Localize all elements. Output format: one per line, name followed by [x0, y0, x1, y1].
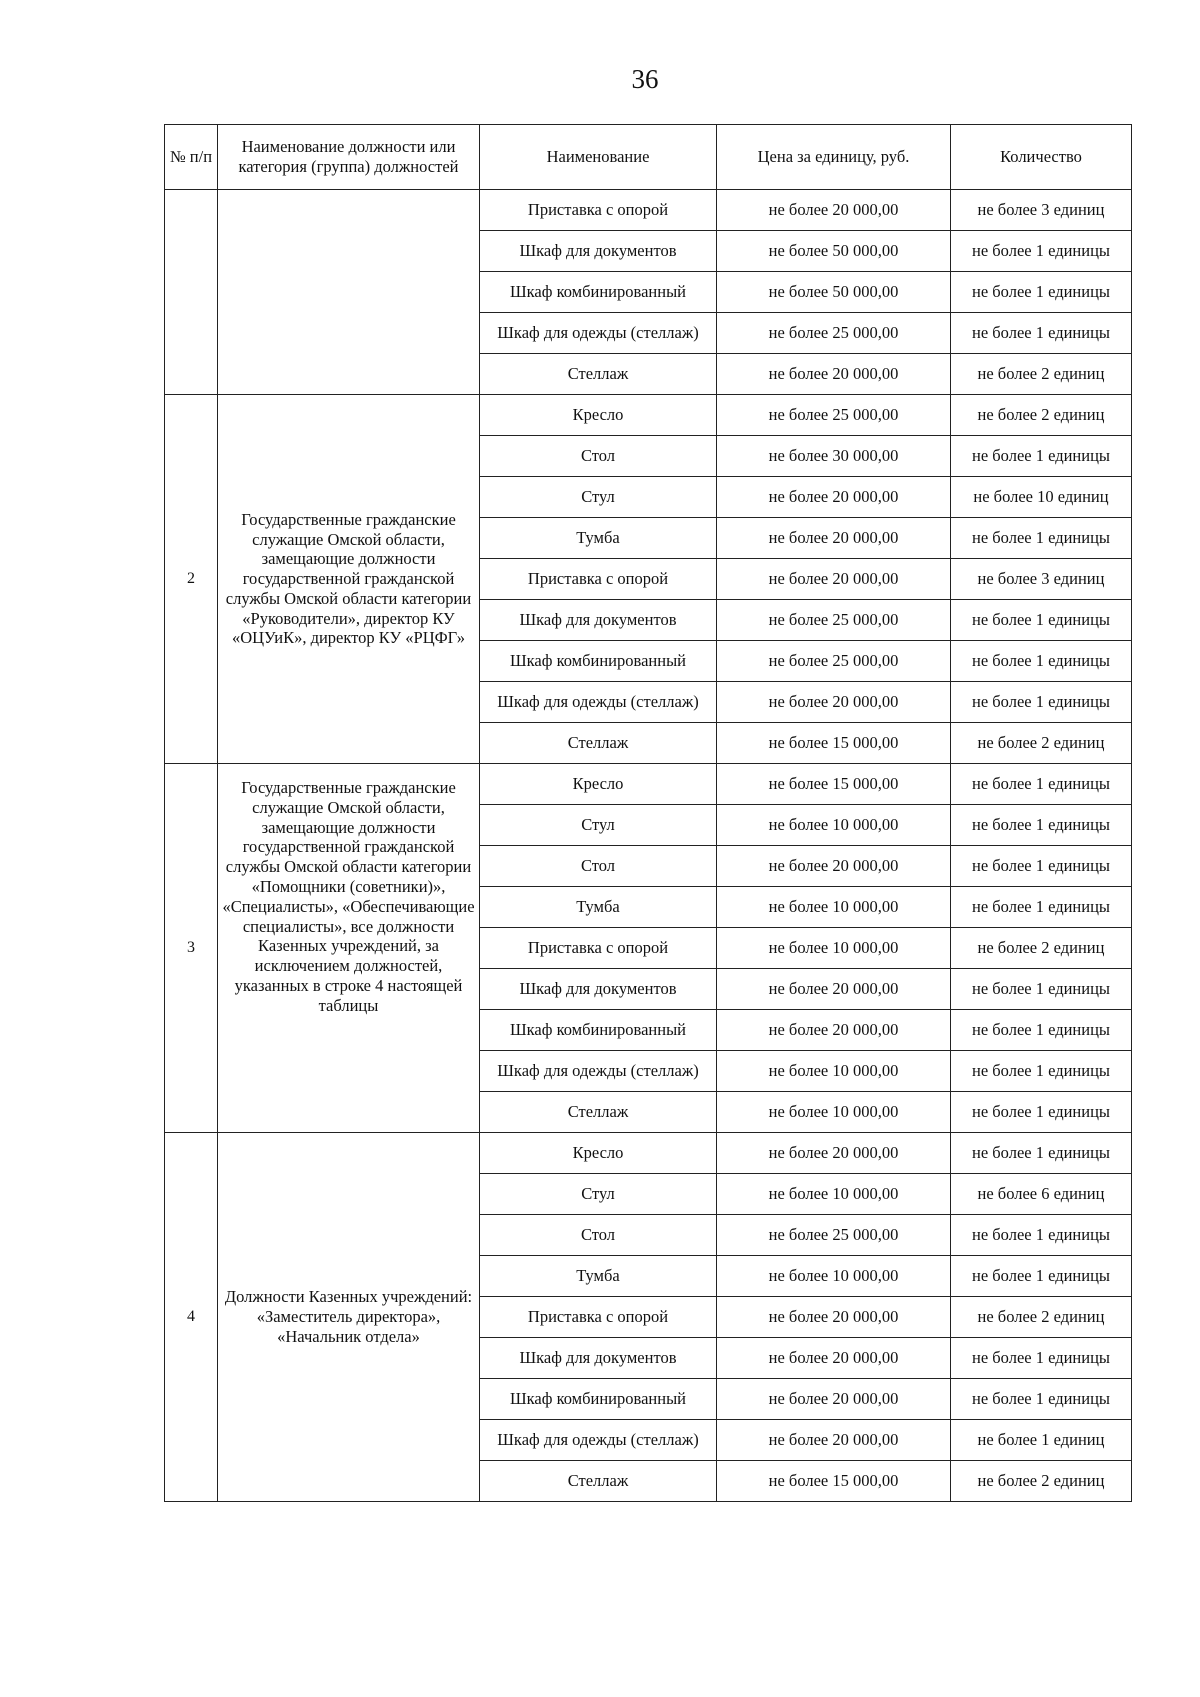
item-price: не более 30 000,00	[717, 436, 951, 477]
item-quantity: не более 1 единицы	[951, 846, 1132, 887]
group-category: Должности Казенных учреждений: «Заместитель директора», «Начальник отдела»	[218, 1133, 480, 1502]
item-price: не более 10 000,00	[717, 1256, 951, 1297]
item-name: Стеллаж	[480, 723, 717, 764]
item-price: не более 20 000,00	[717, 1379, 951, 1420]
page-number: 36	[631, 64, 659, 94]
item-quantity: не более 1 единицы	[951, 1133, 1132, 1174]
item-price: не более 10 000,00	[717, 1092, 951, 1133]
item-price: не более 10 000,00	[717, 1051, 951, 1092]
group-category: Государственные гражданские служащие Омской области, замещающие должности государственной гражданской службы Омской области категории «Руководители», директор КУ «ОЦУиК», директор КУ «РЦФГ»	[218, 395, 480, 764]
item-price: не более 10 000,00	[717, 928, 951, 969]
item-price: не более 20 000,00	[717, 518, 951, 559]
item-name: Стул	[480, 805, 717, 846]
item-quantity: не более 1 единицы	[951, 1338, 1132, 1379]
item-name: Приставка с опорой	[480, 928, 717, 969]
group-category: Государственные гражданские служащие Омской области, замещающие должности государственной гражданской службы Омской области категории «Помощники (советники)», «Специалисты», «Обеспечивающие специалисты», все должности Казенных учреждений, за исключением должностей, указанных в строке 4 настоящей таблицы	[218, 764, 480, 1133]
item-quantity: не более 1 единицы	[951, 1379, 1132, 1420]
item-name: Стеллаж	[480, 1461, 717, 1502]
item-price: не более 20 000,00	[717, 1297, 951, 1338]
group-number: 3	[165, 764, 218, 1133]
item-quantity: не более 1 единицы	[951, 1215, 1132, 1256]
item-price: не более 50 000,00	[717, 231, 951, 272]
item-price: не более 10 000,00	[717, 805, 951, 846]
furniture-norms-table	[164, 124, 1132, 1502]
item-name: Стол	[480, 436, 717, 477]
group-number: 2	[165, 395, 218, 764]
table-row	[165, 764, 1132, 805]
item-price: не более 25 000,00	[717, 395, 951, 436]
item-name: Стол	[480, 1215, 717, 1256]
item-name: Стул	[480, 1174, 717, 1215]
header-qty: Количество	[951, 125, 1132, 190]
item-price: не более 15 000,00	[717, 723, 951, 764]
item-name: Шкаф для одежды (стеллаж)	[480, 1420, 717, 1461]
item-name: Тумба	[480, 518, 717, 559]
item-name: Шкаф комбинированный	[480, 1379, 717, 1420]
item-quantity: не более 10 единиц	[951, 477, 1132, 518]
item-price: не более 15 000,00	[717, 764, 951, 805]
item-quantity: не более 2 единиц	[951, 723, 1132, 764]
item-name: Шкаф для документов	[480, 969, 717, 1010]
item-price: не более 20 000,00	[717, 354, 951, 395]
item-quantity: не более 3 единиц	[951, 559, 1132, 600]
header-num: № п/п	[165, 125, 218, 190]
table-header-row	[165, 125, 1132, 190]
item-quantity: не более 1 единицы	[951, 682, 1132, 723]
item-quantity: не более 2 единиц	[951, 395, 1132, 436]
item-quantity: не более 1 единицы	[951, 641, 1132, 682]
item-name: Кресло	[480, 395, 717, 436]
item-name: Тумба	[480, 1256, 717, 1297]
item-quantity: не более 1 единицы	[951, 436, 1132, 477]
group-number	[165, 190, 218, 395]
item-quantity: не более 3 единиц	[951, 190, 1132, 231]
item-quantity: не более 2 единиц	[951, 1461, 1132, 1502]
item-name: Стул	[480, 477, 717, 518]
item-quantity: не более 1 единицы	[951, 764, 1132, 805]
item-quantity: не более 2 единиц	[951, 928, 1132, 969]
header-price: Цена за единицу, руб.	[717, 125, 951, 190]
item-price: не более 10 000,00	[717, 887, 951, 928]
item-name: Шкаф для одежды (стеллаж)	[480, 682, 717, 723]
item-price: не более 10 000,00	[717, 1174, 951, 1215]
item-name: Шкаф для одежды (стеллаж)	[480, 1051, 717, 1092]
item-quantity: не более 1 единицы	[951, 600, 1132, 641]
item-price: не более 25 000,00	[717, 1215, 951, 1256]
item-price: не более 20 000,00	[717, 559, 951, 600]
item-price: не более 20 000,00	[717, 1420, 951, 1461]
item-quantity: не более 1 единицы	[951, 272, 1132, 313]
item-name: Шкаф комбинированный	[480, 1010, 717, 1051]
item-price: не более 20 000,00	[717, 190, 951, 231]
item-name: Шкаф для документов	[480, 231, 717, 272]
item-price: не более 15 000,00	[717, 1461, 951, 1502]
item-name: Шкаф для документов	[480, 1338, 717, 1379]
item-name: Тумба	[480, 887, 717, 928]
item-quantity: не более 1 единицы	[951, 518, 1132, 559]
item-quantity: не более 1 единицы	[951, 1092, 1132, 1133]
item-name: Шкаф для документов	[480, 600, 717, 641]
item-price: не более 20 000,00	[717, 969, 951, 1010]
item-price: не более 20 000,00	[717, 1338, 951, 1379]
item-name: Кресло	[480, 764, 717, 805]
item-name: Приставка с опорой	[480, 559, 717, 600]
item-quantity: не более 1 единиц	[951, 1420, 1132, 1461]
item-price: не более 25 000,00	[717, 313, 951, 354]
item-name: Стеллаж	[480, 354, 717, 395]
item-name: Кресло	[480, 1133, 717, 1174]
item-name: Приставка с опорой	[480, 1297, 717, 1338]
group-number: 4	[165, 1133, 218, 1502]
item-price: не более 20 000,00	[717, 1133, 951, 1174]
item-price: не более 20 000,00	[717, 477, 951, 518]
item-quantity: не более 6 единиц	[951, 1174, 1132, 1215]
item-price: не более 25 000,00	[717, 600, 951, 641]
item-quantity: не более 1 единицы	[951, 887, 1132, 928]
item-quantity: не более 1 единицы	[951, 805, 1132, 846]
item-name: Шкаф для одежды (стеллаж)	[480, 313, 717, 354]
item-name: Шкаф комбинированный	[480, 641, 717, 682]
item-price: не более 25 000,00	[717, 641, 951, 682]
item-price: не более 20 000,00	[717, 682, 951, 723]
item-quantity: не более 2 единиц	[951, 1297, 1132, 1338]
item-price: не более 20 000,00	[717, 1010, 951, 1051]
item-quantity: не более 1 единицы	[951, 1010, 1132, 1051]
item-quantity: не более 1 единицы	[951, 969, 1132, 1010]
item-name: Шкаф комбинированный	[480, 272, 717, 313]
group-category	[218, 190, 480, 395]
item-quantity: не более 1 единицы	[951, 1256, 1132, 1297]
item-name: Стол	[480, 846, 717, 887]
item-quantity: не более 2 единиц	[951, 354, 1132, 395]
table-row	[165, 1133, 1132, 1174]
table-row	[165, 395, 1132, 436]
item-price: не более 50 000,00	[717, 272, 951, 313]
item-name: Приставка с опорой	[480, 190, 717, 231]
item-price: не более 20 000,00	[717, 846, 951, 887]
item-quantity: не более 1 единицы	[951, 231, 1132, 272]
item-quantity: не более 1 единицы	[951, 1051, 1132, 1092]
header-name: Наименование	[480, 125, 717, 190]
table-row	[165, 190, 1132, 231]
item-quantity: не более 1 единицы	[951, 313, 1132, 354]
item-name: Стеллаж	[480, 1092, 717, 1133]
table-body	[165, 190, 1132, 1502]
header-position: Наименование должности или категория (группа) должностей	[218, 125, 480, 190]
